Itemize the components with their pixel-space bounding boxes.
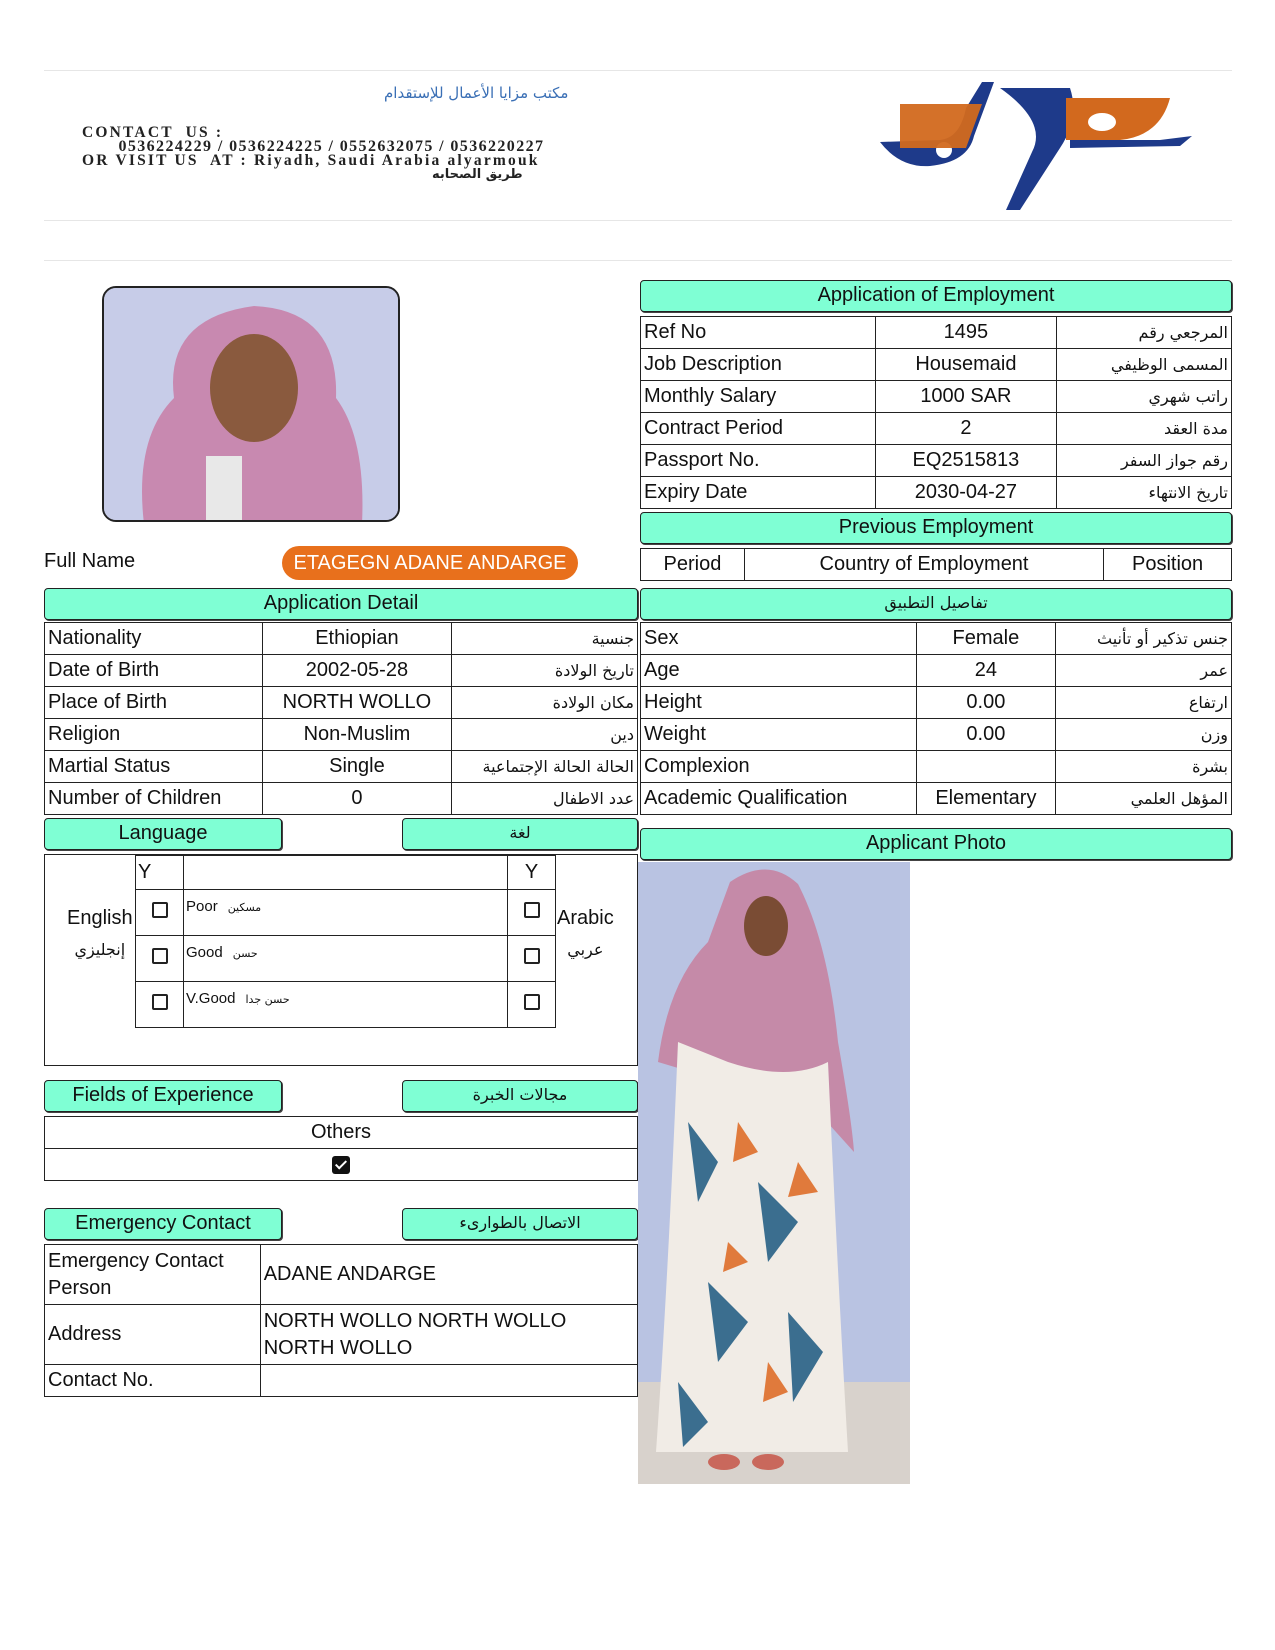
cell-ar: الحالة الحالة الإجتماعية: [452, 751, 638, 783]
table-row: [641, 719, 1232, 751]
table-row: [641, 381, 1232, 413]
cell-ar: دين: [452, 719, 638, 751]
cell-value: NORTH WOLLO NORTH WOLLO NORTH WOLLO: [260, 1305, 637, 1365]
arabic-poor-cell: [508, 890, 556, 936]
level-good-label: Good: [186, 944, 223, 961]
table-row: [45, 1305, 638, 1365]
cell-ar: تاريخ الولادة: [452, 655, 638, 687]
english-vgood-cell: [136, 982, 184, 1028]
contact-block: [82, 126, 544, 182]
experience-header-ar: مجالات الخبرة: [402, 1080, 638, 1112]
english-good-cell: [136, 936, 184, 982]
arabic-label-block: [557, 907, 614, 959]
table-row: [641, 783, 1232, 815]
applicant-portrait: [102, 286, 400, 522]
cell-value: 2002-05-28: [262, 655, 452, 687]
office-name-ar: مكتب مزايا الأعمال للإستقدام: [384, 84, 569, 102]
applicant-photo-header: Applicant Photo: [640, 828, 1232, 860]
arabic-good-cell: [508, 936, 556, 982]
table-row: [641, 317, 1232, 349]
english-poor-checkbox[interactable]: [152, 902, 168, 918]
cell-value: Female: [916, 623, 1056, 655]
level-vgood-label-ar: حسن جدا: [245, 993, 290, 1006]
cell-label: Expiry Date: [641, 477, 876, 509]
table-row: [641, 413, 1232, 445]
table-row: [45, 751, 638, 783]
logo-dot-right: [1088, 113, 1116, 131]
level-good: [184, 936, 508, 982]
previous-employment-header: Previous Employment: [640, 512, 1232, 544]
english-y-header: Y: [136, 856, 184, 890]
cell-ar: مكان الولادة: [452, 687, 638, 719]
emergency-table: [44, 1244, 638, 1397]
cell-value: [260, 1365, 637, 1397]
cell-ar: عمر: [1056, 655, 1232, 687]
table-row: [136, 936, 556, 982]
cell-value: 1000 SAR: [875, 381, 1057, 413]
table-row: [136, 890, 556, 936]
level-poor-label: Poor: [186, 898, 218, 915]
arabic-vgood-checkbox[interactable]: [524, 994, 540, 1010]
cell-label: Number of Children: [45, 783, 263, 815]
application-detail-header: Application Detail: [44, 588, 638, 620]
table-header-row: [641, 549, 1232, 581]
garment-detail: [206, 456, 242, 522]
arabic-label-ar: عربي: [567, 940, 604, 959]
face-shape: [210, 334, 298, 442]
cell-value: Elementary: [916, 783, 1056, 815]
level-poor-label-ar: مسكين: [227, 901, 262, 914]
cell-ar: بشرة: [1056, 751, 1232, 783]
letterhead: [44, 72, 1232, 226]
cell-ar: رقم جواز السفر: [1057, 445, 1232, 477]
level-vgood-label: V.Good: [186, 990, 236, 1007]
cell-label: Religion: [45, 719, 263, 751]
table-row: [45, 687, 638, 719]
table-row: [136, 982, 556, 1028]
cell-ar: المسمى الوظيفي: [1057, 349, 1232, 381]
cell-value: [916, 751, 1056, 783]
logo-orange-right: [1066, 98, 1170, 140]
logo-shape-mid: [1000, 88, 1073, 210]
english-label: English: [67, 907, 133, 929]
company-logo: [870, 78, 1200, 218]
column-country: Country of Employment: [744, 549, 1103, 581]
table-row: [45, 1117, 638, 1149]
table-row: [641, 623, 1232, 655]
cell-ar: ارتفاع: [1056, 687, 1232, 719]
cell-ar: جنس تذكير أو تأنيث: [1056, 623, 1232, 655]
experience-others-checkbox[interactable]: [332, 1156, 350, 1174]
table-row: [45, 655, 638, 687]
cell-label: Contact No.: [45, 1365, 261, 1397]
cell-value: NORTH WOLLO: [262, 687, 452, 719]
cell-label: Address: [45, 1305, 261, 1365]
cell-value: 0.00: [916, 687, 1056, 719]
full-name-value: ETAGEGN ADANE ANDARGE: [282, 546, 578, 580]
arabic-poor-checkbox[interactable]: [524, 902, 540, 918]
column-period: Period: [641, 549, 745, 581]
table-row: [45, 623, 638, 655]
cell-value: Non-Muslim: [262, 719, 452, 751]
cell-ar: عدد الاطفال: [452, 783, 638, 815]
language-level-table: [135, 855, 556, 1028]
table-row: [45, 719, 638, 751]
applicant-full-photo: [638, 862, 910, 1484]
language-header-ar: لغة: [402, 818, 638, 850]
application-detail-ar-table: [640, 622, 1232, 815]
level-header: [184, 856, 508, 890]
header-top-rule: [44, 70, 1232, 71]
cell-ar: وزن: [1056, 719, 1232, 751]
emergency-header-ar: الاتصال بالطوارىء: [402, 1208, 638, 1240]
table-row: [45, 783, 638, 815]
table-row: [641, 687, 1232, 719]
cell-ar: تاريخ الانتهاء: [1057, 477, 1232, 509]
cell-ar: المؤهل العلمي: [1056, 783, 1232, 815]
table-row: [641, 655, 1232, 687]
experience-check-cell: [45, 1149, 638, 1181]
level-vgood: [184, 982, 508, 1028]
english-label-block: [67, 907, 133, 959]
cell-label: Place of Birth: [45, 687, 263, 719]
face-shape: [744, 896, 788, 956]
arabic-label: Arabic: [557, 907, 614, 929]
cell-label: Academic Qualification: [641, 783, 917, 815]
english-label-ar: إنجليزي: [74, 940, 126, 959]
cell-ar: راتب شهري: [1057, 381, 1232, 413]
cell-label: Nationality: [45, 623, 263, 655]
header-bottom-rule: [44, 220, 1232, 221]
level-poor: [184, 890, 508, 936]
cell-value: ADANE ANDARGE: [260, 1245, 637, 1305]
cell-label: Passport No.: [641, 445, 876, 477]
cell-label: Contract Period: [641, 413, 876, 445]
language-section: [44, 854, 638, 1066]
experience-table: [44, 1116, 638, 1181]
cell-ar: المرجعي رقم: [1057, 317, 1232, 349]
application-employment-header: Application of Employment: [640, 280, 1232, 312]
arabic-vgood-cell: [508, 982, 556, 1028]
contact-visit: OR VISIT US AT : Riyadh, Saudi Arabia alyarmouk: [82, 152, 540, 169]
language-header: Language: [44, 818, 282, 850]
cell-label: Complexion: [641, 751, 917, 783]
application-detail-table: [44, 622, 638, 815]
table-row: [45, 1149, 638, 1181]
cell-value: 1495: [875, 317, 1057, 349]
arabic-good-checkbox[interactable]: [524, 948, 540, 964]
cell-value: Housemaid: [875, 349, 1057, 381]
cell-value: 2: [875, 413, 1057, 445]
full-name-label: Full Name: [44, 550, 136, 572]
cell-ar: جنسية: [452, 623, 638, 655]
english-poor-cell: [136, 890, 184, 936]
cell-value: 0: [262, 783, 452, 815]
cell-label: Sex: [641, 623, 917, 655]
contact-street-ar: طريق الصحابه: [432, 167, 523, 182]
english-vgood-checkbox[interactable]: [152, 994, 168, 1010]
cell-label: Date of Birth: [45, 655, 263, 687]
table-row: [641, 445, 1232, 477]
cell-label: Age: [641, 655, 917, 687]
experience-field-others: Others: [45, 1117, 638, 1149]
application-detail-ar-header: تفاصيل التطبيق: [640, 588, 1232, 620]
cell-label: Height: [641, 687, 917, 719]
english-good-checkbox[interactable]: [152, 948, 168, 964]
dress-shape: [656, 1042, 848, 1452]
cell-label: Weight: [641, 719, 917, 751]
cell-label: Monthly Salary: [641, 381, 876, 413]
cell-value: 0.00: [916, 719, 1056, 751]
section-rule: [44, 260, 1232, 261]
arabic-y-header: Y: [508, 856, 556, 890]
cell-value: 2030-04-27: [875, 477, 1057, 509]
cell-value: 24: [916, 655, 1056, 687]
shoe-left: [708, 1454, 740, 1470]
contact-label: CONTACT US :: [82, 124, 224, 141]
level-good-label-ar: حسن: [232, 947, 258, 960]
cell-ar: مدة العقد: [1057, 413, 1232, 445]
table-row: [45, 1365, 638, 1397]
column-position: Position: [1104, 549, 1232, 581]
cell-label: Ref No: [641, 317, 876, 349]
cell-value: EQ2515813: [875, 445, 1057, 477]
cell-value: Single: [262, 751, 452, 783]
cell-value: Ethiopian: [262, 623, 452, 655]
cell-label: Emergency Contact Person: [45, 1245, 261, 1305]
table-row: [45, 1245, 638, 1305]
table-header-row: [136, 856, 556, 890]
emergency-header: Emergency Contact: [44, 1208, 282, 1240]
application-employment-table: [640, 316, 1232, 509]
shoe-right: [752, 1454, 784, 1470]
table-row: [641, 751, 1232, 783]
contact-phones: 0536224229 / 0536224225 / 0552632075 / 0536220227: [118, 138, 545, 155]
previous-employment-table: [640, 548, 1232, 581]
table-row: [641, 477, 1232, 509]
experience-header: Fields of Experience: [44, 1080, 282, 1112]
cell-label: Martial Status: [45, 751, 263, 783]
cell-label: Job Description: [641, 349, 876, 381]
table-row: [641, 349, 1232, 381]
